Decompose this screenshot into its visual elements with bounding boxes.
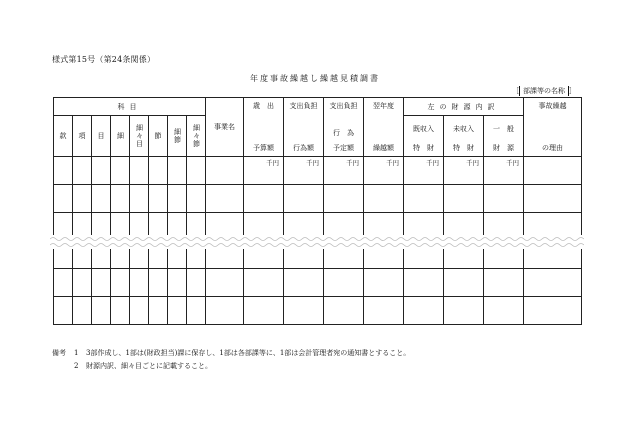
table-row bbox=[54, 297, 582, 325]
form-code: 様式第15号（第24条関係） bbox=[52, 55, 156, 64]
table-row bbox=[54, 185, 582, 213]
notes bbox=[52, 347, 410, 373]
note-item: 備考 1 3部作成し、1部は(財政担当)課に保存し、1部は各部課等に、1部は会計管理者宛の通知書とすること。 bbox=[52, 347, 410, 360]
document-title: 年度事故繰越し繰越見積調書 bbox=[250, 74, 380, 83]
unit-label: 千円 bbox=[244, 157, 284, 185]
carryover-table bbox=[53, 97, 582, 340]
header-riyu: 事故繰越 の理由 bbox=[524, 98, 582, 157]
unit-label: 千円 bbox=[284, 157, 324, 185]
header-mishunyu: 未収入 特 財 bbox=[444, 116, 484, 157]
unit-label: 千円 bbox=[364, 157, 404, 185]
table-row bbox=[54, 269, 582, 297]
unit-label: 千円 bbox=[484, 157, 524, 185]
header-kishunyu: 既収入 特 財 bbox=[404, 116, 444, 157]
header-saisaisetsu: 細々節 bbox=[187, 116, 206, 157]
header-kan: 款 bbox=[54, 116, 73, 157]
header-saisaimoku: 細々目 bbox=[130, 116, 149, 157]
header-moku: 目 bbox=[92, 116, 111, 157]
header-saimoku: 細 bbox=[111, 116, 130, 157]
unit-label: 千円 bbox=[324, 157, 364, 185]
header-shishutsu-futan: 支出負担 行為額 bbox=[284, 98, 324, 157]
department-name-label: ［ 部課等の名称 ］ bbox=[512, 87, 576, 95]
header-zaigen: 左の財源内訳 bbox=[404, 98, 524, 116]
header-saishutsu: 歳 出 予算額 bbox=[244, 98, 284, 157]
notes-label: 備考 bbox=[52, 349, 66, 357]
unit-label: 千円 bbox=[404, 157, 444, 185]
page-break-mark bbox=[50, 235, 584, 249]
header-setsu: 節 bbox=[149, 116, 168, 157]
header-kou: 項 bbox=[73, 116, 92, 157]
department-label-text: 部課等の名称 bbox=[519, 86, 569, 96]
header-saisetsu: 細節 bbox=[168, 116, 187, 157]
unit-label: 千円 bbox=[444, 157, 484, 185]
header-yokunendo: 翌年度 繰越額 bbox=[364, 98, 404, 157]
header-shishutsu-yotei: 支出負担 行 為 予定額 bbox=[324, 98, 364, 157]
header-ippan: 一 般 財 源 bbox=[484, 116, 524, 157]
header-jigyomei: 事業名 bbox=[206, 98, 244, 157]
table-row bbox=[54, 157, 582, 185]
note-item: 2 財源内訳、細々目ごとに記載すること。 bbox=[74, 362, 212, 370]
header-kamoku: 科目 bbox=[54, 98, 206, 116]
